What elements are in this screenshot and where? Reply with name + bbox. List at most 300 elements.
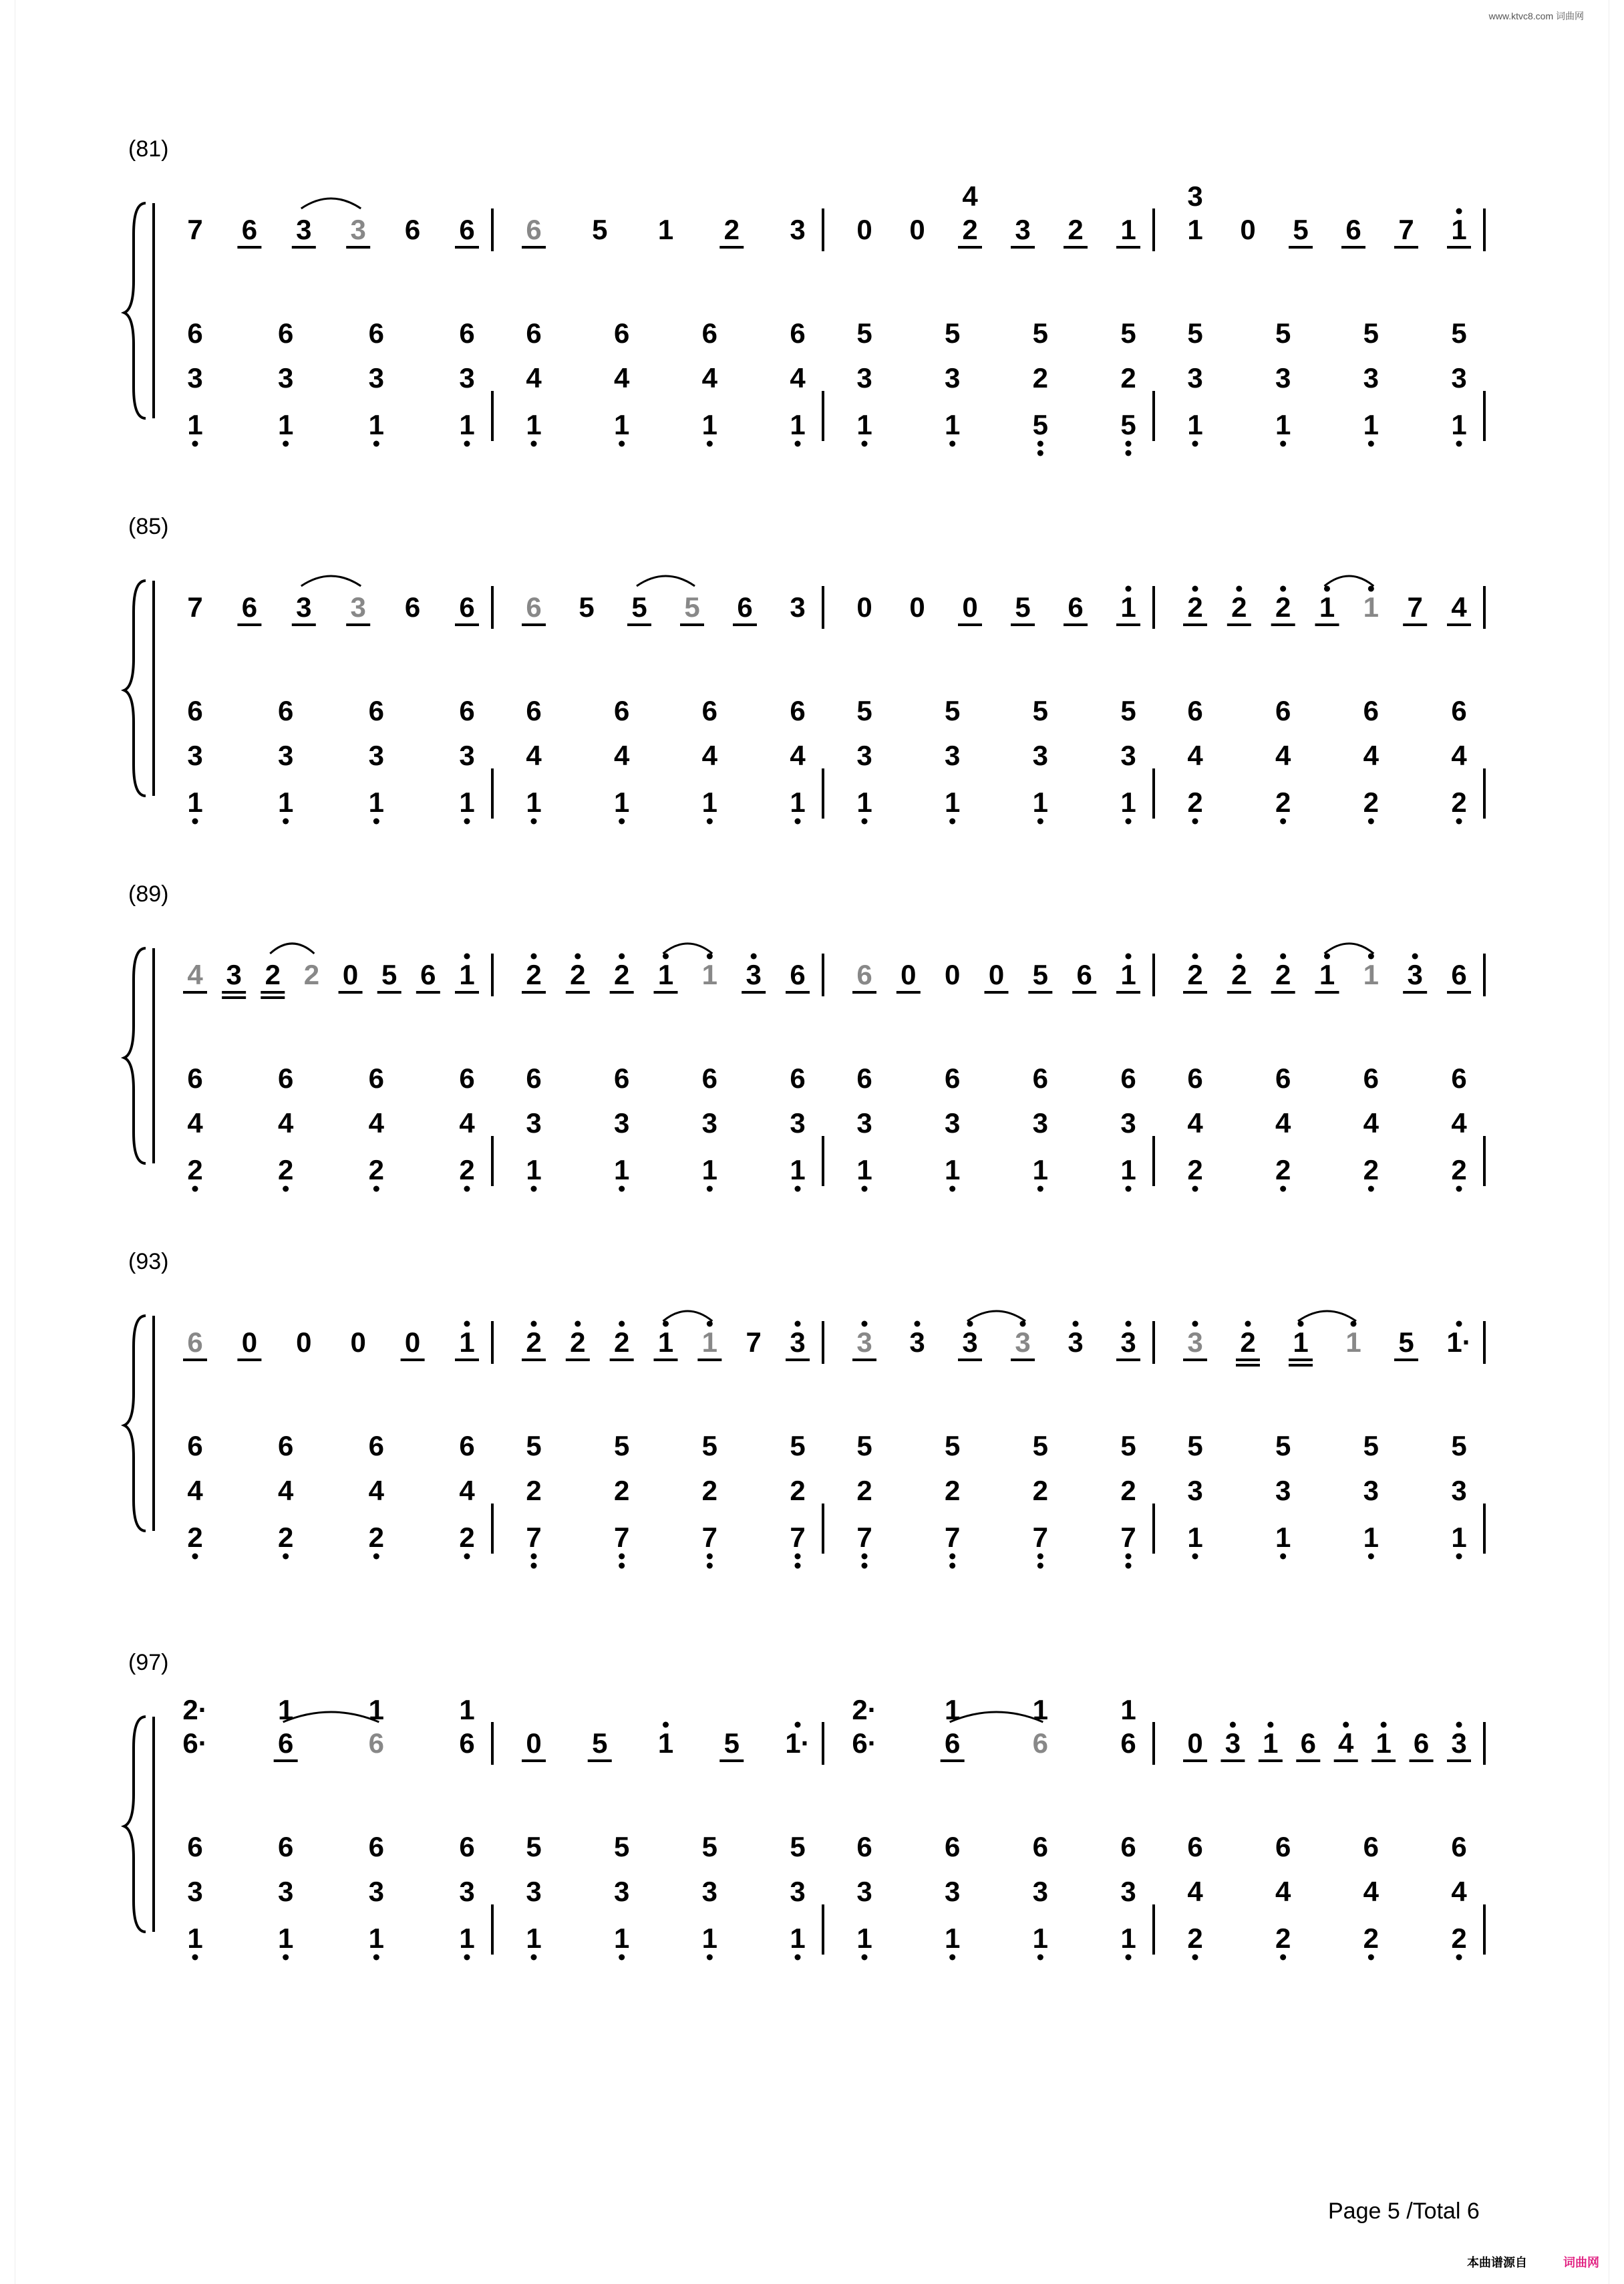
low-octave-dot bbox=[1126, 1563, 1132, 1569]
low-octave-dot bbox=[619, 1186, 625, 1192]
low-octave-dot bbox=[283, 441, 289, 447]
bass-note: 3 bbox=[790, 1876, 806, 1907]
melody-note: 5 bbox=[592, 1727, 608, 1759]
bass-note: 3 bbox=[368, 740, 385, 771]
melody-note: 6 bbox=[1076, 959, 1092, 990]
bass-note: 6 bbox=[187, 1062, 203, 1094]
melody-note: 1 bbox=[459, 1326, 475, 1358]
melody-note: 1 bbox=[1319, 591, 1335, 623]
bass-note: 5 bbox=[1120, 695, 1136, 726]
bass-note: 6 bbox=[1032, 1062, 1049, 1094]
bass-note: 5 bbox=[1187, 317, 1203, 349]
measure-number: (81) bbox=[128, 136, 169, 162]
melody-note: 6 bbox=[277, 1727, 294, 1759]
bass-note: 1 bbox=[1363, 409, 1379, 440]
bass-note: 5 bbox=[1451, 1430, 1467, 1461]
melody-note: 2 bbox=[1187, 959, 1203, 990]
bass-note: 1 bbox=[1451, 1522, 1467, 1553]
bass-note: 2 bbox=[187, 1154, 203, 1185]
high-octave-dot bbox=[1192, 1321, 1198, 1327]
bass-note: 1 bbox=[790, 1154, 806, 1185]
bass-note: 4 bbox=[1363, 740, 1379, 771]
bass-note: 6 bbox=[1451, 695, 1467, 726]
low-octave-dot bbox=[862, 819, 868, 825]
melody-note: 1 bbox=[657, 1326, 674, 1358]
low-octave-dot bbox=[1037, 450, 1043, 456]
bass-note: 6 bbox=[368, 1831, 385, 1862]
melody-note: 0 bbox=[856, 591, 872, 623]
high-octave-dot bbox=[1126, 586, 1132, 592]
melody-note: 3 bbox=[296, 591, 312, 623]
bass-note: 7 bbox=[1120, 1522, 1136, 1553]
bass-note: 2 bbox=[1275, 1154, 1291, 1185]
low-octave-dot bbox=[531, 1554, 537, 1560]
bass-note: 3 bbox=[1187, 1475, 1203, 1506]
melody-note: 0 bbox=[526, 1727, 542, 1759]
melody-note: 6 bbox=[420, 959, 436, 990]
bass-note: 6 bbox=[1120, 1831, 1136, 1862]
low-octave-dot bbox=[1368, 1955, 1374, 1961]
low-octave-dot bbox=[283, 1186, 289, 1192]
bass-note: 3 bbox=[701, 1107, 718, 1139]
bass-note: 5 bbox=[1120, 1430, 1136, 1461]
low-octave-dot bbox=[949, 1554, 955, 1560]
bass-note: 4 bbox=[1275, 1876, 1291, 1907]
bass-note: 3 bbox=[187, 362, 203, 394]
bass-note: 1 bbox=[790, 787, 806, 818]
melody-note: 2 bbox=[1231, 959, 1247, 990]
bass-note: 1 bbox=[944, 1154, 961, 1185]
bass-note: 1 bbox=[613, 787, 630, 818]
high-octave-dot bbox=[1236, 954, 1242, 960]
melody-note: 6 bbox=[526, 591, 542, 623]
low-octave-dot bbox=[464, 1554, 470, 1560]
bass-note: 1 bbox=[1275, 409, 1291, 440]
bass-note: 1 bbox=[526, 1154, 542, 1185]
bass-note: 6 bbox=[1275, 695, 1291, 726]
low-octave-dot bbox=[1192, 1955, 1198, 1961]
bass-note: 6 bbox=[1187, 1831, 1203, 1862]
system-brace bbox=[124, 581, 146, 796]
melody-note: 3 bbox=[296, 214, 312, 245]
bass-note: 5 bbox=[701, 1430, 718, 1461]
low-octave-dot bbox=[1037, 1563, 1043, 1569]
bass-note: 1 bbox=[944, 787, 961, 818]
melody-note: 1 bbox=[701, 959, 718, 990]
bass-note: 4 bbox=[277, 1475, 294, 1506]
melody-note: 3 bbox=[790, 1326, 806, 1358]
melody-note: 3 bbox=[350, 591, 366, 623]
low-octave-dot bbox=[464, 1186, 470, 1192]
low-octave-dot bbox=[192, 441, 198, 447]
bass-note: 3 bbox=[856, 740, 872, 771]
bass-note: 5 bbox=[1032, 1430, 1049, 1461]
bass-note: 6 bbox=[368, 695, 385, 726]
low-octave-dot bbox=[1126, 450, 1132, 456]
bass-note: 1 bbox=[701, 1922, 718, 1954]
bass-note: 3 bbox=[187, 1876, 203, 1907]
low-octave-dot bbox=[1280, 1955, 1286, 1961]
low-octave-dot bbox=[1126, 819, 1132, 825]
bass-note: 6 bbox=[701, 695, 718, 726]
bass-note: 1 bbox=[701, 409, 718, 440]
melody-note: 3 bbox=[746, 959, 762, 990]
tie-arc bbox=[1325, 944, 1374, 954]
bass-note: 5 bbox=[1363, 317, 1379, 349]
bass-note: 2 bbox=[1363, 1154, 1379, 1185]
source-note: 本曲谱源自 bbox=[1467, 2256, 1527, 2269]
bass-note: 4 bbox=[790, 362, 806, 394]
bass-note: 1 bbox=[526, 787, 542, 818]
low-octave-dot bbox=[1456, 1186, 1462, 1192]
melody-note: 6 bbox=[1120, 1727, 1136, 1759]
melody-note: 0 bbox=[856, 214, 872, 245]
bass-note: 3 bbox=[1032, 740, 1049, 771]
bass-note: 4 bbox=[1187, 740, 1203, 771]
melody-note: 3 bbox=[1451, 1727, 1467, 1759]
melody-note: 6 bbox=[526, 214, 542, 245]
low-octave-dot bbox=[862, 441, 868, 447]
melody-note: 1 bbox=[1375, 1727, 1392, 1759]
bass-note: 5 bbox=[1363, 1430, 1379, 1461]
melody-note: 0 bbox=[350, 1326, 366, 1358]
high-octave-dot bbox=[1456, 1722, 1462, 1728]
bass-note: 3 bbox=[856, 1107, 872, 1139]
melody-note: 6 bbox=[1068, 591, 1084, 623]
bass-note: 1 bbox=[1120, 787, 1136, 818]
melody-note: 6 bbox=[368, 1727, 385, 1759]
low-octave-dot bbox=[795, 1563, 801, 1569]
system-brace bbox=[124, 1717, 146, 1932]
high-octave-dot bbox=[1412, 954, 1418, 960]
high-octave-dot bbox=[1230, 1722, 1236, 1728]
melody-note: 2 bbox=[1240, 1326, 1256, 1358]
bass-note: 1 bbox=[459, 409, 475, 440]
melody-note: 6 bbox=[241, 214, 258, 245]
bass-note: 5 bbox=[1275, 317, 1291, 349]
low-octave-dot bbox=[862, 1186, 868, 1192]
bass-note: 6 bbox=[856, 1062, 872, 1094]
melody-note: 4 bbox=[187, 959, 203, 990]
melody-note: 3 bbox=[1068, 1326, 1084, 1358]
low-octave-dot bbox=[1037, 819, 1043, 825]
bass-note: 2 bbox=[1451, 1922, 1467, 1954]
bass-note: 3 bbox=[277, 1876, 294, 1907]
low-octave-dot bbox=[373, 1554, 379, 1560]
site-header: www.ktvc8.com 词曲网 bbox=[1488, 11, 1584, 21]
upper-voice-note: 1 bbox=[368, 1694, 385, 1725]
high-octave-dot bbox=[795, 1722, 801, 1728]
bass-note: 3 bbox=[1120, 740, 1136, 771]
melody-note: 6 bbox=[459, 1727, 475, 1759]
bass-note: 6 bbox=[459, 1062, 475, 1094]
tie-arc bbox=[1298, 1311, 1356, 1321]
bass-note: 6 bbox=[613, 317, 630, 349]
melody-note: 2 bbox=[613, 959, 630, 990]
tie-arc bbox=[637, 576, 695, 586]
melody-note: 3 bbox=[790, 214, 806, 245]
bass-note: 1 bbox=[790, 409, 806, 440]
high-octave-dot bbox=[795, 1321, 801, 1327]
low-octave-dot bbox=[795, 1554, 801, 1560]
low-octave-dot bbox=[464, 1955, 470, 1961]
bass-note: 1 bbox=[701, 1154, 718, 1185]
bass-note: 2 bbox=[1451, 1154, 1467, 1185]
bass-note: 3 bbox=[1032, 1107, 1049, 1139]
bass-note: 1 bbox=[944, 409, 961, 440]
bass-note: 3 bbox=[1120, 1107, 1136, 1139]
low-octave-dot bbox=[192, 819, 198, 825]
low-octave-dot bbox=[619, 819, 625, 825]
low-octave-dot bbox=[1192, 1554, 1198, 1560]
bass-note: 3 bbox=[856, 362, 872, 394]
bass-note: 6 bbox=[187, 317, 203, 349]
bass-note: 6 bbox=[1363, 1831, 1379, 1862]
melody-note: 2 bbox=[723, 214, 740, 245]
low-octave-dot bbox=[373, 1955, 379, 1961]
bass-note: 4 bbox=[368, 1475, 385, 1506]
bass-note: 3 bbox=[613, 1107, 630, 1139]
bass-note: 5 bbox=[944, 695, 961, 726]
bass-note: 6 bbox=[790, 695, 806, 726]
bass-note: 6 bbox=[277, 317, 294, 349]
high-octave-dot bbox=[1073, 1321, 1079, 1327]
melody-note: 6 bbox=[856, 959, 872, 990]
bass-note: 5 bbox=[1032, 695, 1049, 726]
low-octave-dot bbox=[949, 1955, 955, 1961]
low-octave-dot bbox=[619, 1554, 625, 1560]
melody-note: 6 bbox=[790, 959, 806, 990]
measure-number: (85) bbox=[128, 514, 169, 539]
bass-note: 4 bbox=[187, 1475, 203, 1506]
bass-note: 2 bbox=[1032, 1475, 1049, 1506]
melody-note: 0 bbox=[241, 1326, 258, 1358]
low-octave-dot bbox=[192, 1955, 198, 1961]
melody-note: 1 bbox=[1319, 959, 1335, 990]
low-octave-dot bbox=[531, 1186, 537, 1192]
bass-note: 3 bbox=[1275, 1475, 1291, 1506]
melody-note: 5 bbox=[1398, 1326, 1414, 1358]
bass-note: 6 bbox=[277, 1831, 294, 1862]
upper-voice-note: 2· bbox=[182, 1694, 208, 1725]
bass-note: 1 bbox=[368, 1922, 385, 1954]
low-octave-dot bbox=[1280, 819, 1286, 825]
melody-note: 6 bbox=[404, 214, 421, 245]
melody-note: 5 bbox=[1015, 591, 1031, 623]
bass-note: 3 bbox=[790, 1107, 806, 1139]
melody-note: 3 bbox=[350, 214, 366, 245]
melody-note: 3 bbox=[856, 1326, 872, 1358]
bass-note: 6 bbox=[1187, 695, 1203, 726]
bass-note: 6 bbox=[459, 317, 475, 349]
bass-note: 1 bbox=[187, 787, 203, 818]
melody-note: 1 bbox=[657, 214, 674, 245]
bass-note: 3 bbox=[1363, 362, 1379, 394]
melody-note: 1 bbox=[701, 1326, 718, 1358]
bass-note: 1 bbox=[526, 409, 542, 440]
bass-note: 1 bbox=[368, 409, 385, 440]
melody-note: 1 bbox=[1187, 214, 1203, 245]
tie-arc bbox=[1325, 576, 1374, 586]
bass-note: 5 bbox=[856, 317, 872, 349]
bass-note: 2 bbox=[790, 1475, 806, 1506]
bass-note: 1 bbox=[856, 1922, 872, 1954]
melody-note: 2 bbox=[570, 1326, 586, 1358]
high-octave-dot bbox=[751, 954, 757, 960]
bass-note: 7 bbox=[526, 1522, 542, 1553]
low-octave-dot bbox=[373, 819, 379, 825]
bass-note: 3 bbox=[526, 1876, 542, 1907]
bass-note: 6 bbox=[459, 1430, 475, 1461]
high-octave-dot bbox=[1456, 1321, 1462, 1327]
upper-voice-note: 1 bbox=[277, 1694, 294, 1725]
bass-note: 6 bbox=[187, 695, 203, 726]
bass-note: 5 bbox=[1275, 1430, 1291, 1461]
bass-note: 1 bbox=[277, 409, 294, 440]
melody-note: 6 bbox=[404, 591, 421, 623]
melody-note: 1 bbox=[459, 959, 475, 990]
low-octave-dot bbox=[373, 441, 379, 447]
bass-note: 6 bbox=[1275, 1831, 1291, 1862]
bass-note: 4 bbox=[459, 1475, 475, 1506]
bass-note: 6 bbox=[1032, 1831, 1049, 1862]
low-octave-dot bbox=[1456, 1554, 1462, 1560]
melody-note: 6 bbox=[1345, 214, 1361, 245]
bass-note: 6 bbox=[856, 1831, 872, 1862]
low-octave-dot bbox=[192, 1554, 198, 1560]
low-octave-dot bbox=[795, 441, 801, 447]
bass-note: 5 bbox=[1120, 409, 1136, 440]
bass-note: 6 bbox=[277, 1062, 294, 1094]
upper-voice-note: 2· bbox=[852, 1694, 877, 1725]
upper-voice-note: 4 bbox=[962, 180, 978, 212]
bass-note: 3 bbox=[1451, 362, 1467, 394]
bass-note: 5 bbox=[701, 1831, 718, 1862]
bass-note: 1 bbox=[459, 1922, 475, 1954]
bass-note: 1 bbox=[368, 787, 385, 818]
low-octave-dot bbox=[1126, 441, 1132, 447]
melody-note: 0 bbox=[909, 214, 925, 245]
bass-note: 1 bbox=[1032, 1154, 1049, 1185]
low-octave-dot bbox=[283, 1554, 289, 1560]
melody-note: 6 bbox=[737, 591, 753, 623]
low-octave-dot bbox=[619, 441, 625, 447]
melody-note: 3 bbox=[1225, 1727, 1241, 1759]
bass-note: 6 bbox=[1275, 1062, 1291, 1094]
bass-note: 3 bbox=[277, 362, 294, 394]
bass-note: 1 bbox=[856, 409, 872, 440]
melody-note: 7 bbox=[746, 1326, 762, 1358]
bass-note: 2 bbox=[613, 1475, 630, 1506]
melody-note: 5 bbox=[723, 1727, 740, 1759]
melody-note: 5 bbox=[684, 591, 700, 623]
bass-note: 4 bbox=[1363, 1107, 1379, 1139]
bass-note: 6 bbox=[1363, 695, 1379, 726]
high-octave-dot bbox=[575, 1321, 581, 1327]
low-octave-dot bbox=[707, 1563, 713, 1569]
low-octave-dot bbox=[1368, 1186, 1374, 1192]
bass-note: 6 bbox=[1363, 1062, 1379, 1094]
bass-note: 2 bbox=[1363, 1922, 1379, 1954]
bass-note: 3 bbox=[944, 1876, 961, 1907]
low-octave-dot bbox=[949, 1563, 955, 1569]
bass-note: 1 bbox=[187, 1922, 203, 1954]
bass-note: 4 bbox=[701, 740, 718, 771]
bass-note: 3 bbox=[944, 362, 961, 394]
melody-note: 1 bbox=[1120, 959, 1136, 990]
bass-note: 6 bbox=[187, 1430, 203, 1461]
bass-note: 2 bbox=[368, 1522, 385, 1553]
melody-note: 4 bbox=[1451, 591, 1467, 623]
high-octave-dot bbox=[531, 954, 537, 960]
measure-number: (89) bbox=[128, 881, 169, 907]
bass-note: 6 bbox=[944, 1062, 961, 1094]
low-octave-dot bbox=[531, 1563, 537, 1569]
low-octave-dot bbox=[1368, 1554, 1374, 1560]
melody-note: 1 bbox=[1120, 214, 1136, 245]
melody-note: 6 bbox=[187, 1326, 203, 1358]
bass-note: 5 bbox=[526, 1831, 542, 1862]
bass-note: 3 bbox=[187, 740, 203, 771]
bass-note: 3 bbox=[368, 362, 385, 394]
high-octave-dot bbox=[464, 1321, 470, 1327]
high-octave-dot bbox=[619, 1321, 625, 1327]
upper-voice-note: 3 bbox=[1187, 180, 1203, 212]
bass-note: 5 bbox=[790, 1430, 806, 1461]
melody-note: 6· bbox=[852, 1727, 877, 1759]
melody-note: 3 bbox=[226, 959, 242, 990]
low-octave-dot bbox=[1456, 819, 1462, 825]
bass-note: 1 bbox=[856, 787, 872, 818]
low-octave-dot bbox=[531, 819, 537, 825]
bass-note: 4 bbox=[526, 740, 542, 771]
high-octave-dot bbox=[1126, 954, 1132, 960]
bass-note: 4 bbox=[790, 740, 806, 771]
measure-number: (93) bbox=[128, 1249, 169, 1274]
bass-note: 3 bbox=[944, 1107, 961, 1139]
bass-note: 4 bbox=[613, 362, 630, 394]
bass-note: 6 bbox=[701, 1062, 718, 1094]
melody-note: 6· bbox=[182, 1727, 208, 1759]
bass-note: 3 bbox=[459, 740, 475, 771]
tie-arc bbox=[663, 1311, 713, 1321]
tie-arc bbox=[301, 198, 361, 208]
melody-note: 2 bbox=[1275, 959, 1291, 990]
bass-note: 6 bbox=[701, 317, 718, 349]
bass-note: 6 bbox=[368, 317, 385, 349]
bass-note: 4 bbox=[1451, 1107, 1467, 1139]
tie-arc bbox=[950, 1712, 1043, 1722]
bass-note: 1 bbox=[856, 1154, 872, 1185]
bass-note: 6 bbox=[1451, 1831, 1467, 1862]
high-octave-dot bbox=[1456, 208, 1462, 215]
tie-arc bbox=[663, 944, 713, 954]
bass-note: 3 bbox=[1120, 1876, 1136, 1907]
melody-note: 1 bbox=[1451, 214, 1467, 245]
high-octave-dot bbox=[1126, 1321, 1132, 1327]
bass-note: 2 bbox=[1275, 1922, 1291, 1954]
high-octave-dot bbox=[1192, 586, 1198, 592]
upper-voice-note: 1 bbox=[459, 1694, 475, 1725]
melody-note: 1 bbox=[657, 959, 674, 990]
low-octave-dot bbox=[862, 1563, 868, 1569]
melody-note: 2 bbox=[526, 1326, 542, 1358]
bass-note: 6 bbox=[368, 1062, 385, 1094]
bass-note: 1 bbox=[1032, 787, 1049, 818]
melody-note: 3 bbox=[1187, 1326, 1203, 1358]
low-octave-dot bbox=[862, 1955, 868, 1961]
upper-voice-note: 1 bbox=[1120, 1694, 1136, 1725]
